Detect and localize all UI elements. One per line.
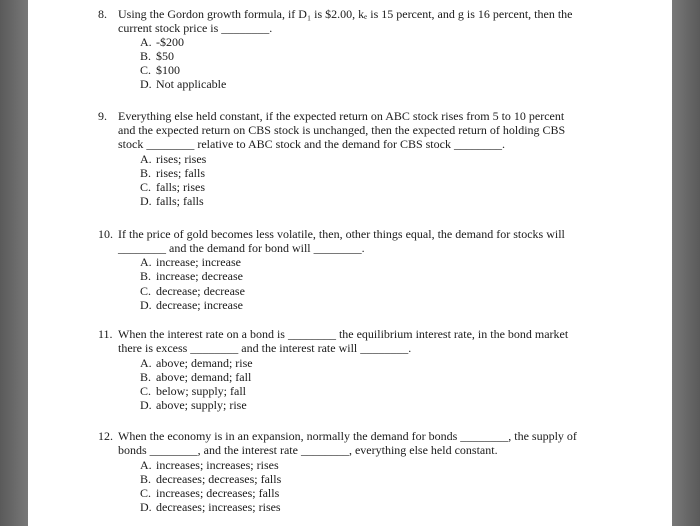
option-text: increases; increases; rises bbox=[156, 458, 279, 472]
answer-option bbox=[140, 473, 281, 486]
answer-option bbox=[140, 285, 245, 298]
option-letter: B. bbox=[140, 49, 152, 63]
option-letter: B. bbox=[140, 370, 152, 384]
option-letter: B. bbox=[140, 166, 152, 180]
option-text: below; supply; fall bbox=[156, 384, 246, 398]
answer-option bbox=[140, 399, 247, 412]
option-text: falls; falls bbox=[156, 194, 204, 208]
answer-option bbox=[140, 167, 205, 180]
option-letter: D. bbox=[140, 298, 152, 312]
option-letter: A. bbox=[140, 35, 152, 49]
question-text-line: When the economy is in an expansion, normally the demand for bonds ________, the supply of bbox=[118, 429, 577, 443]
question-number: 11. bbox=[98, 327, 113, 341]
option-letter: B. bbox=[140, 269, 152, 283]
answer-option bbox=[140, 385, 246, 398]
answer-option bbox=[140, 78, 226, 91]
option-letter: C. bbox=[140, 384, 152, 398]
question-text-line: bonds ________, and the interest rate ________, everything else held constant. bbox=[118, 443, 498, 457]
option-letter: A. bbox=[140, 152, 152, 166]
question-text-line: stock ________ relative to ABC stock and the demand for CBS stock ________. bbox=[118, 137, 505, 151]
question-number: 12. bbox=[98, 429, 113, 443]
answer-option bbox=[140, 371, 251, 384]
answer-option bbox=[140, 459, 279, 472]
answer-option bbox=[140, 487, 279, 500]
question-number: 10. bbox=[98, 227, 113, 241]
answer-option bbox=[140, 270, 243, 283]
question-text-line: ________ and the demand for bond will ________. bbox=[118, 241, 365, 255]
option-text: increase; decrease bbox=[156, 269, 243, 283]
option-letter: D. bbox=[140, 398, 152, 412]
document-page bbox=[28, 0, 672, 526]
option-text: $50 bbox=[156, 49, 174, 63]
option-letter: D. bbox=[140, 194, 152, 208]
option-text: above; supply; rise bbox=[156, 398, 247, 412]
question-text-line: When the interest rate on a bond is ________ the equilibrium interest rate, in the bond market bbox=[118, 327, 569, 341]
answer-option bbox=[140, 153, 206, 166]
option-text: $100 bbox=[156, 63, 180, 77]
option-text: -$200 bbox=[156, 35, 184, 49]
question-text-line: and the expected return on CBS stock is unchanged, then the expected return of holding CBS bbox=[118, 123, 566, 137]
answer-option bbox=[140, 299, 243, 312]
answer-option bbox=[140, 64, 180, 77]
option-letter: D. bbox=[140, 77, 152, 91]
option-text: increase; increase bbox=[156, 255, 241, 269]
option-text: decreases; increases; rises bbox=[156, 500, 281, 514]
option-text: increases; decreases; falls bbox=[156, 486, 280, 500]
option-text: decrease; decrease bbox=[156, 284, 245, 298]
option-letter: D. bbox=[140, 500, 152, 514]
question-number: 9. bbox=[98, 109, 107, 123]
option-text: falls; rises bbox=[156, 180, 205, 194]
option-text: decrease; increase bbox=[156, 298, 243, 312]
option-letter: C. bbox=[140, 284, 152, 298]
question-text-line: Everything else held constant, if the expected return on ABC stock rises from 5 to 10 percent bbox=[118, 109, 565, 123]
question-text-line: Using the Gordon growth formula, if D₁ is $2.00, kₑ is 15 percent, and g is 16 percent, then the bbox=[118, 7, 573, 21]
answer-option bbox=[140, 181, 205, 194]
answer-option bbox=[140, 50, 174, 63]
answer-option bbox=[140, 256, 241, 269]
question-text-line: there is excess ________ and the interest rate will ________. bbox=[118, 341, 412, 355]
option-text: above; demand; fall bbox=[156, 370, 252, 384]
answer-option bbox=[140, 195, 204, 208]
answer-option bbox=[140, 501, 281, 514]
option-letter: C. bbox=[140, 180, 152, 194]
option-text: above; demand; rise bbox=[156, 356, 253, 370]
option-letter: A. bbox=[140, 458, 152, 472]
answer-option bbox=[140, 357, 253, 370]
option-text: decreases; decreases; falls bbox=[156, 472, 282, 486]
option-letter: B. bbox=[140, 472, 152, 486]
question-text-line: current stock price is ________. bbox=[118, 21, 273, 35]
option-text: rises; falls bbox=[156, 166, 205, 180]
option-letter: A. bbox=[140, 255, 152, 269]
option-text: Not applicable bbox=[156, 77, 227, 91]
question-text-line: If the price of gold becomes less volatile, then, other things equal, the demand for stocks will bbox=[118, 227, 565, 241]
answer-option bbox=[140, 36, 184, 49]
option-letter: C. bbox=[140, 63, 152, 77]
option-text: rises; rises bbox=[156, 152, 207, 166]
option-letter: A. bbox=[140, 356, 152, 370]
option-letter: C. bbox=[140, 486, 152, 500]
question-number: 8. bbox=[98, 7, 107, 21]
